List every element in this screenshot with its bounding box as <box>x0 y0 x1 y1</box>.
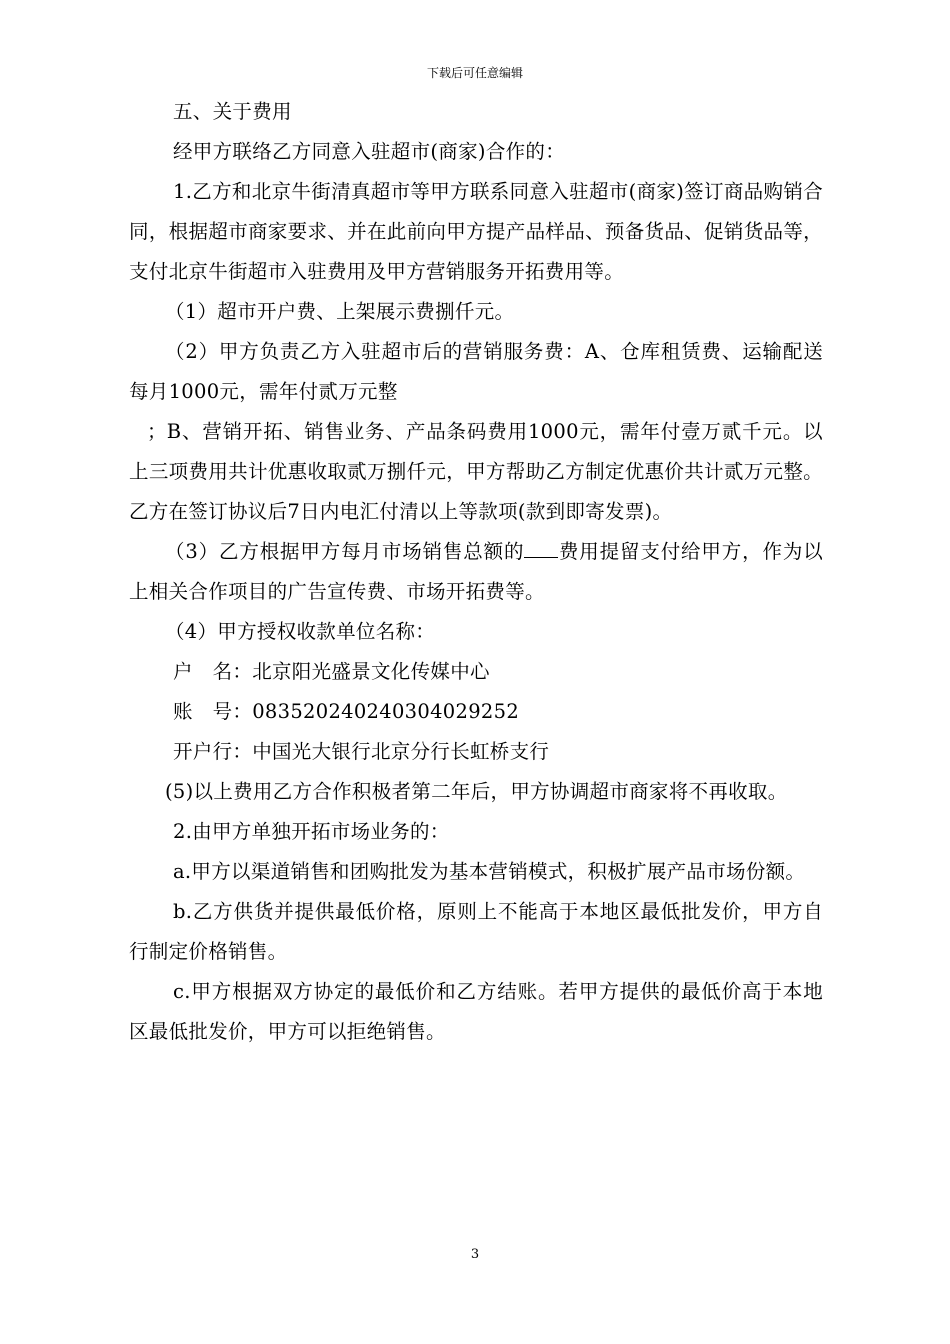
paragraph: b.乙方供货并提供最低价格，原则上不能高于本地区最低批发价，甲方自行制定价格销售。 <box>129 900 823 963</box>
paragraph-part: 费用提留支付给甲方，作为以上相关合作项目的广告宣传费、市场开拓费等。 <box>129 540 823 603</box>
section-heading: 五、关于费用 <box>173 100 292 123</box>
paragraph: 1.乙方和北京牛街清真超市等甲方联系同意入驻超市(商家)签订商品购销合同，根据超市商家要求、并在此前向甲方提产品样品、预备货品、促销货品等，支付北京牛街超市入驻费用及甲方营销服务开拓费用等。 <box>129 180 823 283</box>
account-number: 账 号：08352024024030402925​2 <box>173 700 520 723</box>
document-body <box>129 92 823 1052</box>
paragraph-with-blank <box>129 532 823 612</box>
bank-name: 开户行：中国光大银行北京分行长虹桥支行 <box>173 740 550 763</box>
paragraph: (5)以上费用乙方合作积极者第二年后，甲方协调超市商家将不再收取。 <box>165 780 788 803</box>
paragraph-part: （3）乙方根据甲方每月市场销售总额的 <box>165 540 525 563</box>
paragraph: 经甲方联络乙方同意入驻超市(商家)合作的： <box>173 140 566 163</box>
paragraph: （1）超市开户费、上架展示费捌仟元。 <box>165 300 515 323</box>
paragraph: （2）甲方负责乙方入驻超市后的营销服务费：A、仓库租赁费、运输配送每月1000元，需年付贰万元整 <box>129 340 823 403</box>
fill-in-blank <box>524 537 558 558</box>
page-number: 3 <box>470 1247 480 1262</box>
page-header: 下载后可任意编辑 <box>426 66 523 80</box>
paragraph: 2.由甲方单独开拓市场业务的： <box>173 820 450 843</box>
paragraph: a.甲方以渠道销售和团购批发为基本营销模式，积极扩展产品市场份额。 <box>173 860 806 883</box>
paragraph: （4）甲方授权收款单位名称： <box>165 620 436 643</box>
paragraph: ；B、营销开拓、销售业务、产品条码费用1000元，需年付壹万贰千元。以上三项费用共计优惠收取贰万捌仟元，甲方帮助乙方制定优惠价共计贰万元整。乙方在签订协议后7日内电汇付清以上等款项(款到即寄发票)。 <box>129 420 823 523</box>
account-name: 户 名：北京阳光盛景文化传媒中心 <box>173 660 490 683</box>
paragraph: c.甲方根据双方协定的最低价和乙方结账。若甲方提供的最低价高于本地区最低批发价，甲方可以拒绝销售。 <box>129 980 823 1043</box>
